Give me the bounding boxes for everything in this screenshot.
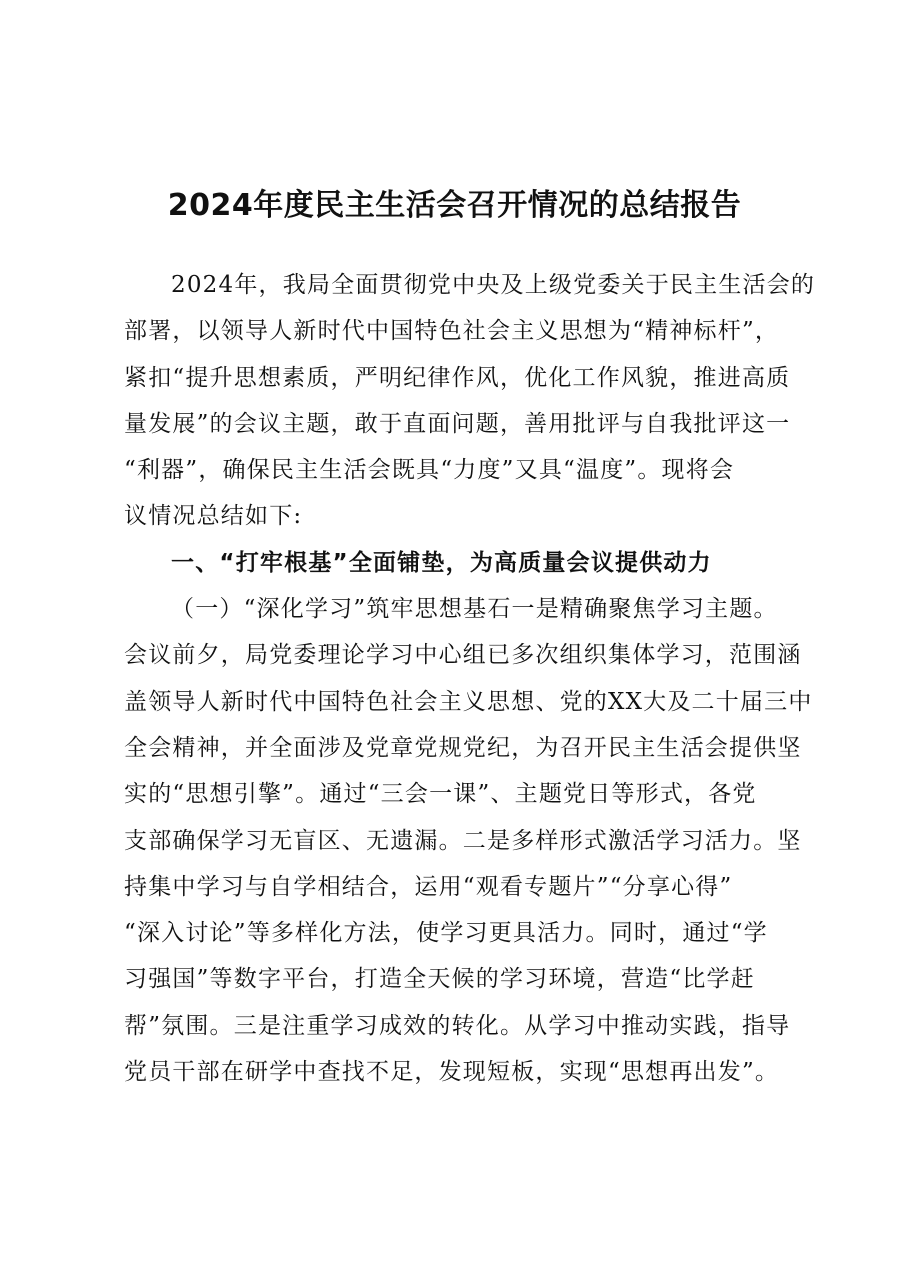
body-line-10: 盖领导人新时代中国特色社会主义思想、党的XX大及二十届三中 bbox=[124, 688, 813, 715]
body-line-17: 帮”氛围。三是注重学习成效的转化。从学习中推动实践，指导 bbox=[124, 1012, 791, 1039]
body-line-9: 会议前夕，局党委理论学习中心组已多次组织集体学习，范围涵 bbox=[124, 642, 802, 669]
body-line-8: （一）“深化学习”筑牢思想基石一是精确聚焦学习主题。 bbox=[171, 596, 778, 623]
body-line-18: 党员干部在研学中查找不足，发现短板，实现“思想再出发”。 bbox=[124, 1059, 780, 1086]
document-title: 2024年度民主生活会召开情况的总结报告 bbox=[167, 188, 742, 223]
section-heading-1: 一、“打牢根基”全面铺垫，为高质量会议提供动力 bbox=[171, 549, 712, 576]
body-line-11: 全会精神，并全面涉及党章党规党纪，为召开民主生活会提供坚 bbox=[124, 734, 802, 761]
body-line-1: 2024年，我局全面贯彻党中央及上级党委关于民主生活会的 bbox=[171, 272, 816, 298]
body-line-16: 习强国”等数字平台，打造全天候的学习环境，营造“比学赶 bbox=[124, 966, 755, 993]
body-line-12: 实的“思想引擎”。通过“三会一课”、主题党日等形式，各党 bbox=[124, 781, 757, 808]
body-line-3: 紧扣“提升思想素质，严明纪律作风，优化工作风貌，推进高质 bbox=[124, 364, 791, 391]
body-line-5: “利器”，确保民主生活会既具“力度”又具“温度”。现将会 bbox=[124, 457, 735, 484]
body-line-15: “深入讨论”等多样化方法，使学习更具活力。同时，通过“学 bbox=[124, 920, 768, 947]
body-line-14: 持集中学习与自学相结合，运用“观看专题片”“分享心得” bbox=[124, 873, 733, 900]
body-line-6: 议情况总结如下: bbox=[124, 503, 303, 530]
body-line-13: 支部确保学习无盲区、无遗漏。二是多样形式激活学习活力。坚 bbox=[124, 827, 802, 854]
body-line-2: 部署，以领导人新时代中国特色社会主义思想为“精神标杆”， bbox=[124, 318, 780, 345]
body-line-4: 量发展”的会议主题，敢于直面问题，善用批评与自我批评这一 bbox=[124, 410, 791, 437]
document-body bbox=[124, 262, 816, 1095]
